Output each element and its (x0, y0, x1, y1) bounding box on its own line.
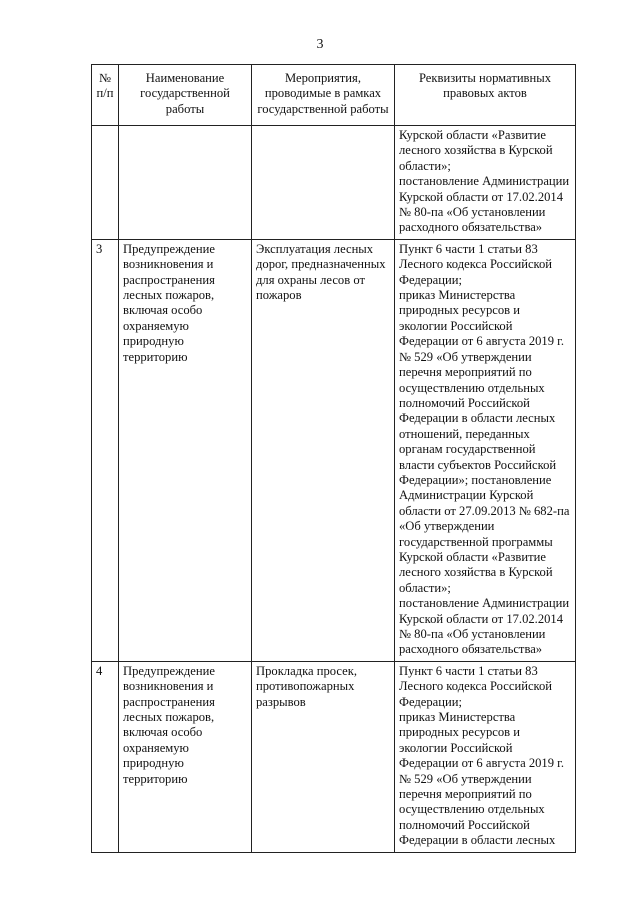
table-row (92, 661, 576, 852)
measures (252, 126, 395, 240)
header-requisites: Реквизиты нормативных правовых актов (395, 65, 576, 126)
measures: Эксплуатация лесных дорог, предназначенных для охраны лесов от пожаров (252, 239, 395, 661)
table-row (92, 126, 576, 240)
requisites: Пункт 6 части 1 статьи 83 Лесного кодекса Российской Федерации; приказ Министерства природных ресурсов и экологии Российской Федерации от 6 августа 2019 г. № 529 «Об утверждении перечня мероприятий по осуществлению отдельных полномочий Российской Федерации в области лесных (395, 661, 576, 852)
header-measures: Мероприятия, проводимые в рамках государственной работы (252, 65, 395, 126)
row-number: 3 (92, 239, 119, 661)
work-name (119, 126, 252, 240)
work-name: Предупреждение возникновения и распространения лесных пожаров, включая особо охраняемую природную территорию (119, 661, 252, 852)
header-work-name: Наименование государственной работы (119, 65, 252, 126)
page-number: 3 (316, 37, 324, 52)
requisites: Курской области «Развитие лесного хозяйства в Курской области»; постановление Администрации Курской области от 17.02.2014 № 80-па «Об установлении расходного обязательства» (395, 126, 576, 240)
row-number (92, 126, 119, 240)
measures: Прокладка просек, противопожарных разрывов (252, 661, 395, 852)
row-number: 4 (92, 661, 119, 852)
table-header-row (92, 65, 576, 126)
legal-acts-table (91, 64, 576, 853)
requisites: Пункт 6 части 1 статьи 83 Лесного кодекса Российской Федерации; приказ Министерства природных ресурсов и экологии Российской Федерации от 6 августа 2019 г. № 529 «Об утверждении перечня мероприятий по осуществлению отдельных полномочий Российской Федерации в области лесных отношений, переданных органам государственной власти субъектов Российской Федерации»; постановление Администрации Курской области от 27.09.2013 № 682-па «Об утверждении государственной программы Курской области «Развитие лесного хозяйства в Курской области»; постановление Администрации Курской области от 17.02.2014 № 80-па «Об установлении расходного обязательства» (395, 239, 576, 661)
table-row (92, 239, 576, 661)
header-num: № п/п (92, 65, 119, 126)
work-name: Предупреждение возникновения и распространения лесных пожаров, включая особо охраняемую природную территорию (119, 239, 252, 661)
